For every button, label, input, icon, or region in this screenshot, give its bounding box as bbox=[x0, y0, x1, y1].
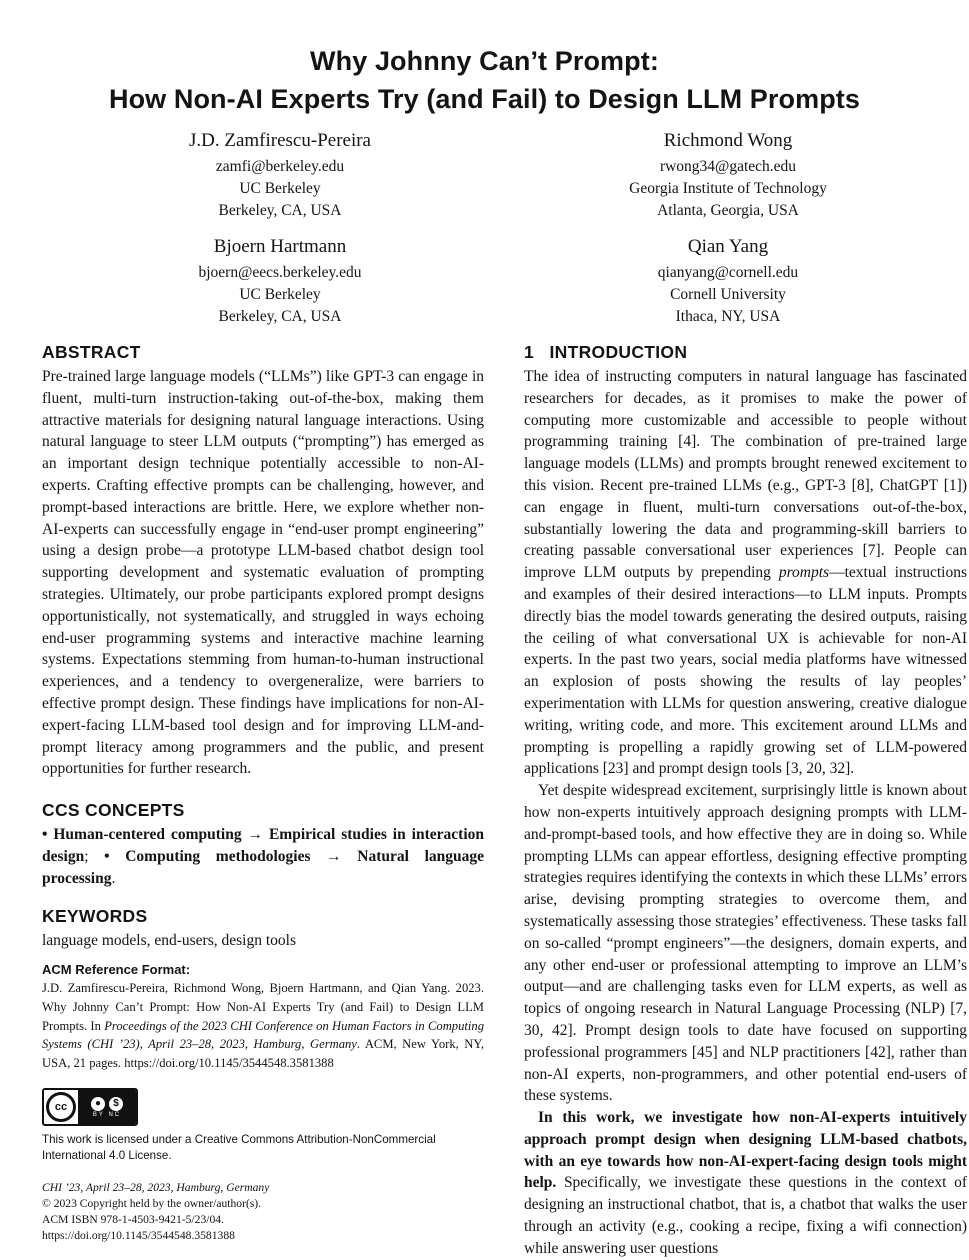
paper-title bbox=[0, 42, 969, 118]
ccs-item-1: • Human-centered computing → Empirical studies in interaction design bbox=[42, 826, 484, 865]
author-affiliation: UC Berkeley bbox=[239, 180, 321, 197]
intro-p1-emphasis: prompts bbox=[778, 564, 830, 582]
creative-commons-logo bbox=[42, 1088, 138, 1126]
author-location: Atlanta, Georgia, USA bbox=[657, 202, 799, 219]
intro-p3-bold: In this work, we investigate how non-AI-experts intuitively approach prompt design when designing LLM-based chatbots, with an eye towards how non-AI-expert-facing design tools might help. bbox=[524, 1109, 967, 1192]
nc-label: NC bbox=[108, 1111, 122, 1118]
intro-paragraph-2: Yet despite widespread excitement, surprisingly little is known about how non-experts intuitively approach designing prompts with LLM-and-prompt-based tools, and how effective they are in doing so. While prompting LLMs can appear effortless, designing effective prompting strategies requires identifying the contexts in which these LLMs’ errors arise, devising prompting strategies to overcome them, and systematically assessing those strategies’ effectiveness. These tasks fall on so-called “prompt engineers”—the designers, domain experts, and any other end-user or professional attempting to improve an LLM’s output—and are challenging tasks even for LLM experts, as well as topics of ongoing research in Natural Language Processing (NLP) [7, 30, 42]. Prompt design tools to date have focused on supporting professional programmers [45] and NLP practitioners [42], rather than non-AI experts, non-programmers, and other potential end-users of these systems. bbox=[524, 782, 967, 1105]
keywords-section bbox=[42, 904, 484, 952]
title-line-1: Why Johnny Can’t Prompt: bbox=[310, 46, 659, 76]
author-affiliation: UC Berkeley bbox=[239, 286, 321, 303]
acm-reference-proceedings: Proceedings of the 2023 CHI Conference on Human Factors in Computing Systems (CHI ’23), April 23–28, 2023, Hamburg, Germany bbox=[42, 1018, 484, 1052]
isbn-line: ACM ISBN 978-1-4503-9421-5/23/04. bbox=[42, 1213, 224, 1227]
right-column bbox=[524, 340, 967, 1260]
title-line-2: How Non-AI Experts Try (and Fail) to Design LLM Prompts bbox=[108, 84, 861, 114]
abstract-text: Pre-trained large language models (“LLMs”) like GPT-3 can engage in fluent, multi-turn instruction-taking out-of-the-box, making them attractive materials for designing natural language interactions. Using natural language to steer LLM outputs (“prompting”) has emerged as an important design technique potentially accessible to non-AI-experts. Crafting effective prompts can be challenging, however, and prompt-based interactions are brittle. Here, we explore whether non-AI-experts can successfully engage in “end-user prompt engineering” using a design probe—a prototype LLM-based chatbot design tool supporting development and systematic evaluation of prompting strategies. Ultimately, our probe participants explored prompt designs opportunistically, not systematically, and struggled in ways echoing end-user programming systems and interactive machine learning systems. Expectations stemming from human-to-human instructional experiences, and a tendency to overgeneralize, were barriers to effective prompt design. These findings have implications for non-AI-expert-facing LLM-based tool design and for improving LLM-and-prompt literacy among programmers and the public, and present opportunities for further research. bbox=[42, 368, 484, 778]
author-block bbox=[558, 128, 898, 222]
author-block bbox=[110, 234, 450, 328]
author-block bbox=[110, 128, 450, 222]
ccs-heading: CCS CONCEPTS bbox=[42, 800, 185, 821]
author-email: qianyang@cornell.edu bbox=[657, 264, 799, 281]
left-column bbox=[42, 340, 484, 1244]
intro-paragraph-1 bbox=[524, 366, 967, 780]
keywords-heading: KEYWORDS bbox=[42, 905, 148, 926]
conference-info bbox=[42, 1180, 484, 1244]
author-affiliation: Georgia Institute of Technology bbox=[629, 180, 827, 197]
no-dollar-icon: $ bbox=[109, 1097, 123, 1111]
ccs-item-2: • Computing methodologies → Natural language processing bbox=[42, 847, 485, 887]
author-name: Qian Yang bbox=[687, 236, 769, 257]
license-text: This work is licensed under a Creative Commons Attribution-NonCommercial International 4.0 License. bbox=[42, 1133, 436, 1163]
keywords-text: language models, end-users, design tools bbox=[42, 931, 296, 949]
author-location: Berkeley, CA, USA bbox=[218, 308, 342, 325]
author-name: Richmond Wong bbox=[663, 130, 793, 151]
intro-p1-part-a: The idea of instructing computers in natural language has fascinated researchers for decades, as it promises to make the power of computing more customizable and accessible to people without programming training [4]. The combination of pre-trained large language models (LLMs) and prompts brought renewed excitement to this vision. Recent pre-trained LLMs (e.g., GPT-3 [8], ChatGPT [1]) can engage in fluent, multi-turn conversations out-of-the-box, substantially lowering the data and programming-skill barriers to creating passable conversational user experiences [7]. People can improve LLM outputs by prepending bbox=[524, 368, 967, 582]
author-name: J.D. Zamfirescu-Pereira bbox=[188, 130, 371, 151]
acm-reference-pre: J.D. Zamfirescu-Pereira, Richmond Wong, Bjoern Hartmann, and Qian Yang. 2023. Why Johnny Can’t Prompt: How Non-AI Experts Try (and Fail) to Design LLM Prompts. In bbox=[42, 981, 484, 1033]
author-email: zamfi@berkeley.edu bbox=[215, 158, 345, 175]
acm-reference bbox=[42, 961, 484, 1072]
doi-line: https://doi.org/10.1145/3544548.3581388 bbox=[42, 1229, 235, 1243]
ccs-separator: ; bbox=[84, 847, 105, 865]
author-email: rwong34@gatech.edu bbox=[659, 158, 797, 175]
person-icon: ● bbox=[91, 1097, 105, 1111]
intro-p3-rest: Specifically, we investigate these questions in the context of designing an instructional chatbot, that is, a chatbot that walks the user through an activity (e.g., cooking a recipe, fixing a wifi connection) while answering user questions bbox=[524, 1174, 967, 1257]
intro-paragraph-3 bbox=[524, 1107, 967, 1260]
cc-icon: cc bbox=[46, 1092, 76, 1122]
conference-line: CHI ’23, April 23–28, 2023, Hamburg, Germany bbox=[42, 1181, 270, 1195]
ccs-end: . bbox=[111, 869, 116, 887]
acm-reference-post: . ACM, New York, NY, USA, 21 pages. https://doi.org/10.1145/3544548.3581388 bbox=[42, 1037, 484, 1070]
acm-reference-text bbox=[42, 979, 484, 1072]
abstract-heading: ABSTRACT bbox=[42, 342, 141, 362]
author-location: Berkeley, CA, USA bbox=[218, 202, 342, 219]
author-email: bjoern@eecs.berkeley.edu bbox=[198, 264, 362, 281]
by-label: BY bbox=[92, 1111, 105, 1118]
acm-reference-heading: ACM Reference Format: bbox=[42, 962, 191, 978]
author-affiliation: Cornell University bbox=[670, 286, 786, 303]
ccs-text bbox=[42, 824, 484, 889]
copyright-line: © 2023 Copyright held by the owner/author(s). bbox=[42, 1197, 262, 1211]
intro-p1-part-b: —textual instructions and examples of their desired interactions—to LLM inputs. Prompts directly bias the model towards generating the desired outputs, raising the ceiling of what conversational UX is achievable for non-AI experts. In the past two years, social media platforms have witnessed an explosion of posts showing the results of lay peoples’ experimentation with LLMs for question answering, creative dialogue writing, writing code, and more. This excitement around LLMs and prompting is propelling a rapidly growing set of LLM-powered applications [23] and prompt design tools [3, 20, 32]. bbox=[524, 564, 968, 778]
ccs-section bbox=[42, 798, 484, 889]
author-name: Bjoern Hartmann bbox=[213, 236, 347, 257]
author-block bbox=[558, 234, 898, 328]
introduction-heading: 1 INTRODUCTION bbox=[524, 342, 688, 362]
author-location: Ithaca, NY, USA bbox=[675, 308, 781, 325]
